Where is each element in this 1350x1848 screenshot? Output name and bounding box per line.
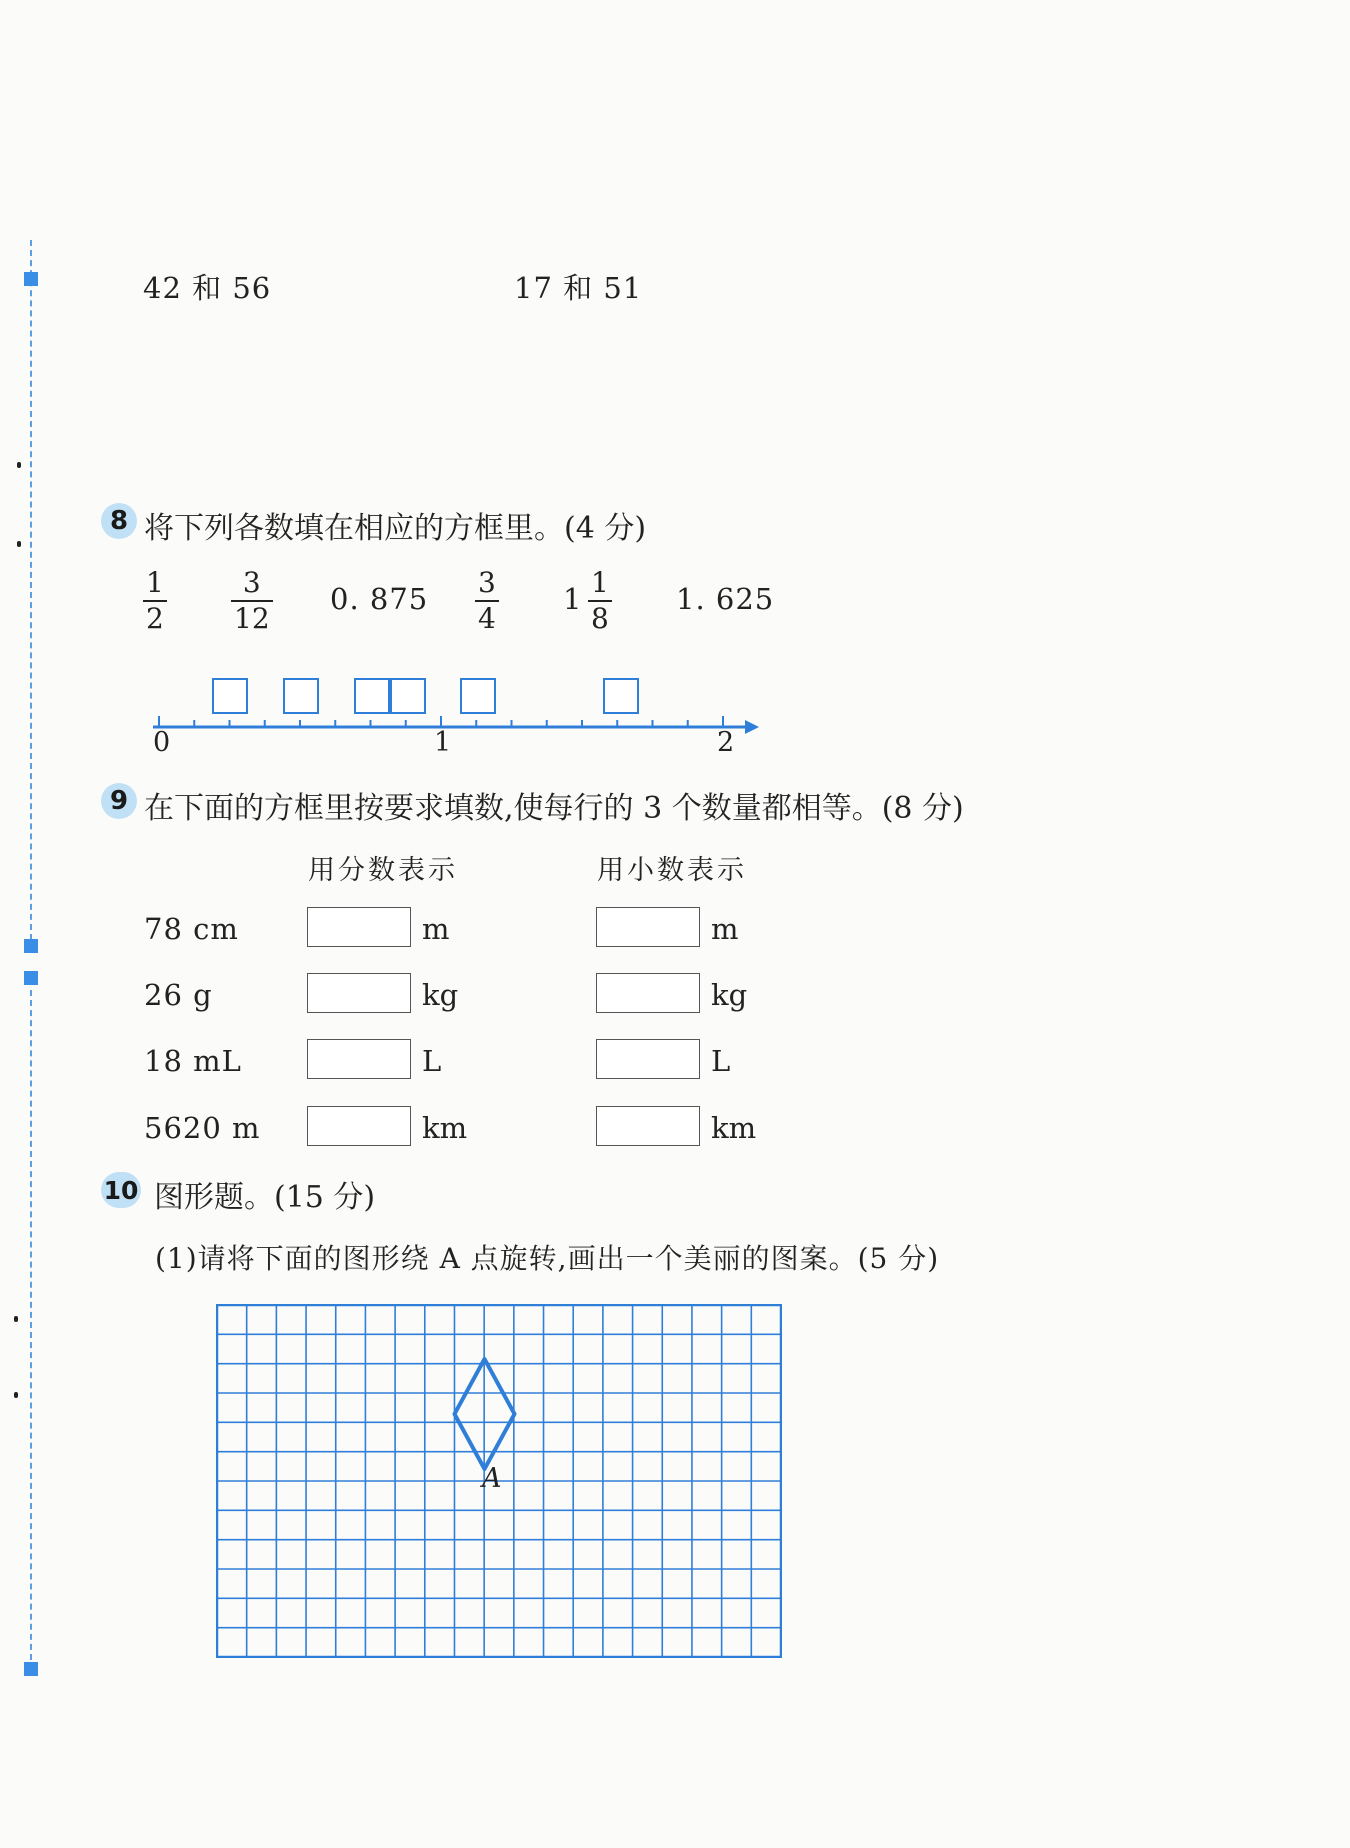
question-10-sub1-text: (1)请将下面的图形绕 A 点旋转,画出一个美丽的图案。(5 分): [155, 1242, 940, 1275]
binding-dashed-line-bottom: [30, 990, 32, 1670]
margin-dot: [14, 1392, 18, 1398]
fraction-1-8: 1 8: [591, 566, 609, 636]
fraction-answer-box[interactable]: [307, 1106, 411, 1146]
point-a-label: A: [482, 1463, 502, 1494]
unit-label: km: [711, 1111, 757, 1145]
unit-label: L: [422, 1044, 442, 1078]
row-label: 5620 m: [144, 1111, 261, 1145]
fraction-1-2: 1 2: [146, 566, 164, 636]
unit-label: m: [711, 912, 739, 946]
decimal-0-875: 0. 875: [330, 582, 429, 616]
binding-marker: [24, 1662, 38, 1676]
axis-label-2: 2: [717, 727, 735, 758]
column-header-decimal: 用小数表示: [597, 855, 747, 886]
row-label: 26 g: [144, 978, 213, 1012]
number-pair-right: 17 和 51: [514, 271, 643, 305]
number-line-arrow: [745, 720, 759, 734]
fraction-3-12: 3 12: [234, 566, 270, 636]
question-8-text: 将下列各数填在相应的方框里。(4 分): [144, 511, 647, 546]
number-line-answer-box[interactable]: [354, 678, 390, 714]
row-label: 18 mL: [144, 1044, 242, 1078]
question-number-9: 9: [101, 783, 137, 819]
decimal-answer-box[interactable]: [596, 907, 700, 947]
number-line-answer-box[interactable]: [283, 678, 319, 714]
number-line-answer-box[interactable]: [603, 678, 639, 714]
column-header-fraction: 用分数表示: [308, 855, 458, 886]
margin-dot: [17, 541, 21, 547]
number-line-answer-box[interactable]: [390, 678, 426, 714]
unit-label: kg: [422, 978, 459, 1012]
decimal-1-625: 1. 625: [676, 582, 775, 616]
question-number-8: 8: [101, 503, 137, 539]
decimal-answer-box[interactable]: [596, 1039, 700, 1079]
number-line-answer-box[interactable]: [460, 678, 496, 714]
fraction-answer-box[interactable]: [307, 1039, 411, 1079]
margin-dot: [17, 462, 21, 468]
binding-dashed-line-top: [30, 240, 32, 940]
mixed-number-whole: 1: [563, 582, 582, 616]
number-line-answer-box[interactable]: [212, 678, 248, 714]
unit-label: km: [422, 1111, 468, 1145]
axis-label-1: 1: [434, 727, 452, 758]
margin-dot: [14, 1316, 18, 1322]
number-pair-left: 42 和 56: [143, 271, 272, 305]
unit-label: L: [711, 1044, 731, 1078]
fraction-answer-box[interactable]: [307, 973, 411, 1013]
decimal-answer-box[interactable]: [596, 1106, 700, 1146]
unit-label: m: [422, 912, 450, 946]
row-label: 78 cm: [144, 912, 239, 946]
question-number-10: 10: [101, 1172, 141, 1208]
axis-label-0: 0: [153, 727, 171, 758]
question-10-text: 图形题。(15 分): [154, 1180, 376, 1215]
fraction-answer-box[interactable]: [307, 907, 411, 947]
question-9-text: 在下面的方框里按要求填数,使每行的 3 个数量都相等。(8 分): [144, 791, 964, 826]
binding-marker: [24, 971, 38, 985]
binding-marker: [24, 939, 38, 953]
binding-marker: [24, 272, 38, 286]
fraction-3-4: 3 4: [478, 566, 496, 636]
decimal-answer-box[interactable]: [596, 973, 700, 1013]
unit-label: kg: [711, 978, 748, 1012]
